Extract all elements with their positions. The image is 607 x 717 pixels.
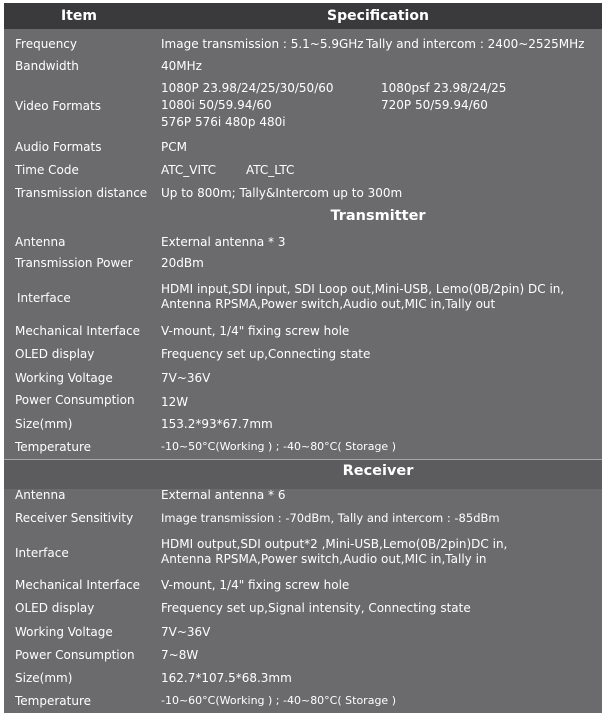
row-label: Video Formats (15, 99, 101, 113)
row-value: V-mount, 1/4" fixing screw hole (161, 578, 350, 592)
row-value: Up to 800m; Tally&Intercom up to 300m (161, 186, 403, 200)
row-label: Power Consumption (15, 393, 135, 407)
row-value: Image transmission : -70dBm, Tally and intercom : -85dBm (161, 511, 500, 525)
row-label: Mechanical Interface (15, 578, 141, 592)
row-value: 153.2*93*67.7mm (161, 417, 273, 431)
row-value: 12W (161, 395, 189, 409)
row-value: External antenna * 6 (161, 488, 286, 502)
row-value: V-mount, 1/4" fixing screw hole (161, 324, 350, 338)
row-value-line: 1080P 23.98/24/25/30/50/60 (161, 81, 334, 95)
row-label: Size(mm) (15, 671, 73, 685)
row-value: Image transmission : 5.1~5.9GHz (161, 37, 364, 51)
row-label: OLED display (15, 347, 95, 361)
section-title-receiver: Receiver (342, 463, 414, 479)
row-label: Power Consumption (15, 648, 135, 662)
table-header (4, 3, 602, 29)
row-value-line: Antenna RPSMA,Power switch,Audio out,MIC in,Tally out (161, 297, 496, 311)
row-value: Frequency set up,Connecting state (161, 347, 371, 361)
header-item: Item (61, 8, 97, 24)
row-label: Antenna (15, 235, 66, 249)
row-label: Temperature (15, 440, 92, 454)
row-value: 7~8W (161, 648, 199, 662)
row-value-line: 1080psf 23.98/24/25 (381, 81, 507, 95)
row-value-line: Antenna RPSMA,Power switch,Audio out,MIC in,Tally in (161, 552, 487, 566)
row-label: Antenna (15, 488, 66, 502)
row-label: OLED display (15, 601, 95, 615)
row-value-line: 720P 50/59.94/60 (381, 98, 488, 112)
row-label: Working Voltage (15, 625, 113, 639)
row-label: Bandwidth (15, 59, 79, 73)
section-title-transmitter: Transmitter (330, 208, 426, 224)
row-label: Interface (15, 546, 69, 560)
row-label: Receiver Sensitivity (15, 511, 134, 525)
row-label: Audio Formats (15, 140, 102, 154)
row-label: Working Voltage (15, 371, 113, 385)
row-label: Size(mm) (15, 417, 73, 431)
row-value-line: HDMI output,SDI output*2 ,Mini-USB,Lemo(0B/2pin)DC in, (161, 537, 508, 551)
row-value: -10~50°C(Working ) ; -40~80°C( Storage ) (161, 440, 396, 453)
spec-table (4, 3, 602, 713)
row-label: Transmission distance (15, 186, 148, 200)
row-value: External antenna * 3 (161, 235, 286, 249)
row-value: 20dBm (161, 256, 204, 270)
row-label: Temperature (15, 694, 92, 708)
row-value-line: 576P 576i 480p 480i (161, 115, 286, 129)
row-label: Mechanical Interface (15, 324, 141, 338)
row-value: 162.7*107.5*68.3mm (161, 671, 292, 685)
row-value-secondary: Tally and intercom : 2400~2525MHz (366, 37, 585, 51)
row-value: ATC_VITC (161, 163, 217, 177)
row-value: 40MHz (161, 59, 202, 73)
header-specification: Specification (327, 8, 429, 24)
row-label: Interface (17, 291, 71, 305)
row-value: -10~60°C(Working ) ; -40~80°C( Storage ) (161, 694, 396, 707)
row-label: Time Code (15, 163, 79, 177)
row-value: 7V~36V (161, 625, 211, 639)
row-value-secondary: ATC_LTC (246, 163, 295, 177)
row-value-line: 1080i 50/59.94/60 (161, 98, 272, 112)
row-label: Transmission Power (15, 256, 133, 270)
row-value: PCM (161, 140, 187, 154)
row-value: 7V~36V (161, 371, 211, 385)
row-label: Frequency (15, 37, 77, 51)
row-value: Frequency set up,Signal intensity, Connecting state (161, 601, 471, 615)
row-value-line: HDMI input,SDI input, SDI Loop out,Mini-USB, Lemo(0B/2pin) DC in, (161, 282, 565, 296)
